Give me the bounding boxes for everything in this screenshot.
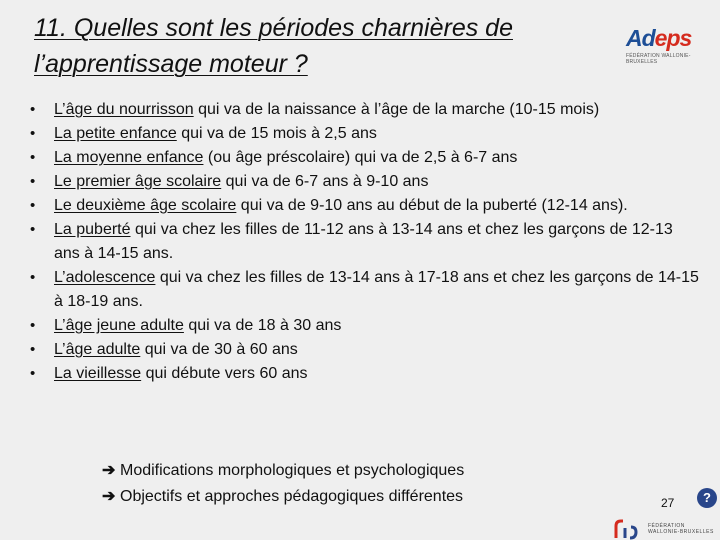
arrow-right-icon: ➔ [102,462,116,479]
conclusion-text: Modifications morphologiques et psychologiques [120,462,465,479]
period-description: qui va de 30 à 60 ans [140,341,298,358]
conclusion-text: Objectifs et approches pédagogiques différentes [120,488,464,505]
period-item [30,122,702,146]
federation-logo [612,518,720,540]
adeps-logo-ad: Ad [626,25,655,51]
period-term: Le premier âge scolaire [54,173,222,190]
adeps-logo-eps: eps [654,25,692,51]
federation-logo-icon [612,518,642,540]
bullet-dot: • [30,269,36,286]
period-item [30,314,702,338]
bullet-dot: • [30,173,36,190]
federation-logo-text [648,523,714,535]
period-item [30,194,702,218]
bullet-dot: • [30,341,36,358]
bullet-dot: • [30,125,36,142]
period-description: (ou âge préscolaire) qui va de 2,5 à 6-7 ans [203,149,518,166]
conclusion-item [102,458,464,484]
period-term: La petite enfance [54,125,177,142]
period-item [30,146,702,170]
period-description: qui va de 15 mois à 2,5 ans [176,125,377,142]
period-term: La moyenne enfance [54,149,204,166]
period-term: L’adolescence [54,269,156,286]
bullet-dot: • [30,101,36,118]
conclusion-item [102,484,464,510]
adeps-logo-wordmark [626,26,692,50]
periods-list [30,98,702,386]
period-description: qui va chez les filles de 13-14 ans à 17-18 ans et chez les garçons de 14-15 à 18-19 ans. [54,269,699,310]
period-description: qui va de 18 à 30 ans [183,317,342,334]
federation-logo-line1: FÉDÉRATION [648,523,685,529]
help-icon[interactable]: ? [697,488,717,508]
period-item [30,98,702,122]
period-item [30,266,702,314]
period-term: La puberté [54,221,131,238]
conclusions [102,458,464,510]
period-description: qui va de 9-10 ans au début de la puberté (12-14 ans). [236,197,628,214]
bullet-dot: • [30,317,36,334]
bullet-dot: • [30,197,36,214]
federation-logo-line2: WALLONIE-BRUXELLES [648,529,714,535]
slide-title: 11. Quelles sont les périodes charnières de l’apprentissage moteur ? [34,14,513,78]
period-item [30,218,702,266]
period-item [30,170,702,194]
page-number: 27 [661,496,675,510]
period-term: L’âge du nourrisson [54,101,194,118]
period-term: L’âge jeune adulte [54,317,184,334]
period-item [30,362,702,386]
bullet-dot: • [30,221,36,238]
period-item [30,338,702,362]
bullet-dot: • [30,365,36,382]
period-description: qui va de 6-7 ans à 9-10 ans [221,173,429,190]
arrow-right-icon: ➔ [102,488,116,505]
period-description: qui va chez les filles de 11-12 ans à 13-14 ans et chez les garçons de 12-13 ans à 14-15 ans. [54,221,673,262]
period-term: La vieillesse [54,365,142,382]
bullet-dot: • [30,149,36,166]
adeps-logo-subtitle: FÉDÉRATION WALLONIE-BRUXELLES [626,53,691,65]
period-term: Le deuxième âge scolaire [54,197,237,214]
period-term: L’âge adulte [54,341,141,358]
period-description: qui va de la naissance à l’âge de la marche (10-15 mois) [193,101,600,118]
adeps-logo [626,26,692,72]
period-description: qui débute vers 60 ans [141,365,308,382]
